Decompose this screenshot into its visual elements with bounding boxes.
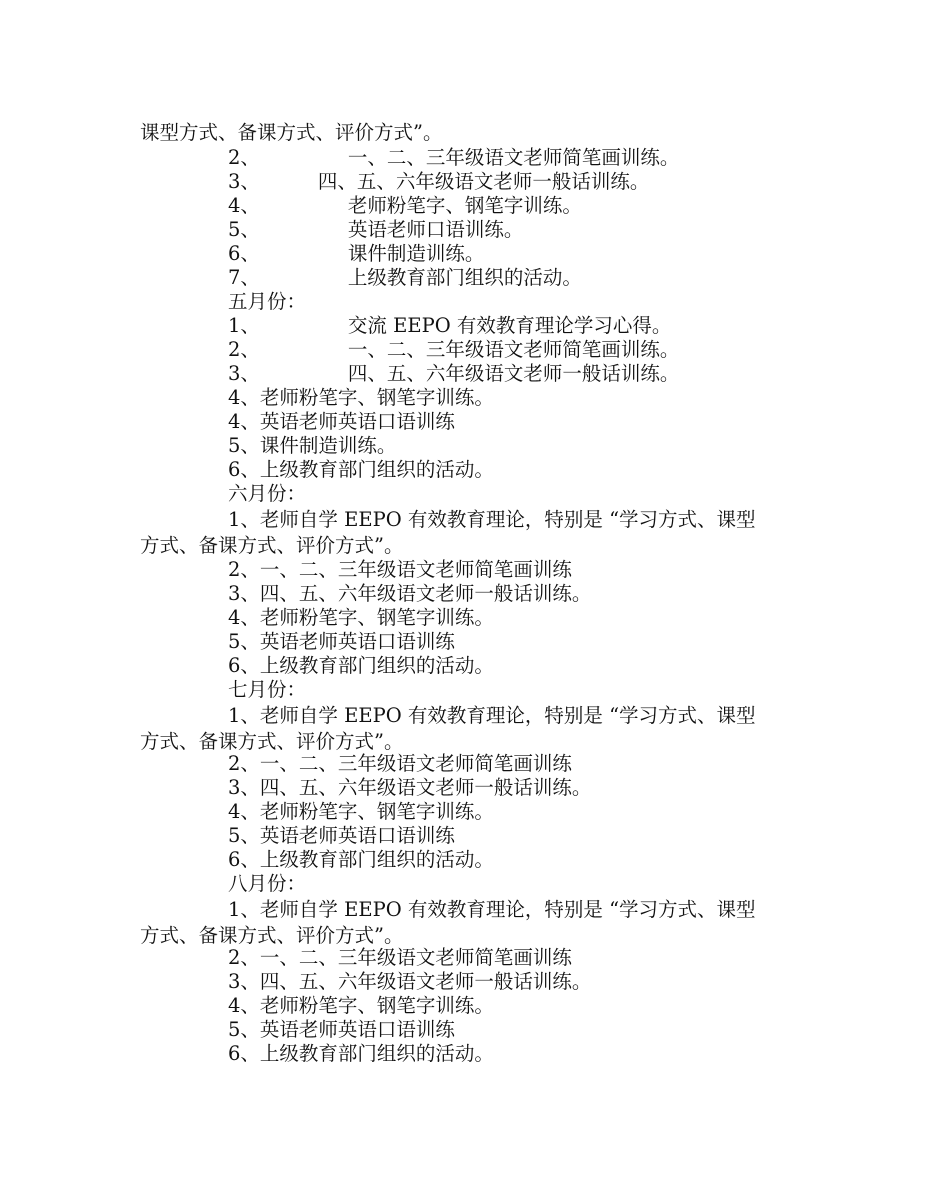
item-text: 一、二、三年级语文老师简笔画训练。 [347,338,680,361]
item-text: 老师粉笔字、钢笔字训练。 [347,194,582,217]
list-item [228,362,679,386]
list-item: 3、四、五、六年级语文老师一般话训练。 [228,582,592,605]
list-item [228,266,582,290]
text-line: 课型方式、备课方式、评价方式”。 [140,121,443,144]
list-item: 3、四、五、六年级语文老师一般话训练。 [228,970,592,993]
list-item: 4、老师粉笔字、钢笔字训练。 [228,800,494,823]
section-heading: 五月份： [228,290,307,313]
list-item: 6、上级教育部门组织的活动。 [228,1042,494,1065]
item-number: 3、 [228,362,260,385]
item-text: 一、二、三年级语文老师简笔画训练。 [347,146,680,169]
list-item: 5、英语老师英语口语训练 [228,1018,455,1041]
item-text: 上级教育部门组织的活动。 [347,266,582,289]
list-item: 5、英语老师英语口语训练 [228,824,455,847]
item-number: 3、 [228,170,260,193]
list-item: 3、四、五、六年级语文老师一般话训练。 [228,776,592,799]
list-item: 2、一、二、三年级语文老师简笔画训练 [228,946,572,969]
item-number: 6、 [228,242,260,265]
item-text: 四、五、六年级语文老师一般话训练。 [347,362,680,385]
list-item [228,338,679,362]
list-item: 6、上级教育部门组织的活动。 [228,654,494,677]
item-number: 4、 [228,194,260,217]
list-item: 4、老师粉笔字、钢笔字训练。 [228,994,494,1017]
text-line: 方式、备课方式、评价方式”。 [140,924,404,947]
item-text: 英语老师口语训练。 [347,218,524,241]
section-heading: 八月份： [228,872,307,895]
item-text: 四、五、六年级语文老师一般话训练。 [317,170,650,193]
list-item: 1、老师自学 EEPO 有效教育理论，特别是 “学习方式、课型 [228,704,756,727]
section-heading: 七月份： [228,678,307,701]
list-item: 4、英语老师英语口语训练 [228,410,455,433]
list-item [228,242,484,266]
list-item [228,194,582,218]
section-heading: 六月份： [228,482,307,505]
list-item: 2、一、二、三年级语文老师简笔画训练 [228,558,572,581]
list-item: 5、课件制造训练。 [228,434,397,457]
item-number: 2、 [228,338,260,361]
list-item: 5、英语老师英语口语训练 [228,630,455,653]
text-line: 方式、备课方式、评价方式”。 [140,730,404,753]
list-item [228,146,679,170]
list-item: 2、一、二、三年级语文老师简笔画训练 [228,752,572,775]
item-number: 5、 [228,218,260,241]
list-item: 1、老师自学 EEPO 有效教育理论，特别是 “学习方式、课型 [228,508,756,531]
text-line: 方式、备课方式、评价方式”。 [140,534,404,557]
item-number: 1、 [228,314,260,337]
list-item [228,170,649,194]
item-number: 2、 [228,146,260,169]
list-item: 4、老师粉笔字、钢笔字训练。 [228,386,494,409]
item-number: 7、 [228,266,260,289]
list-item: 1、老师自学 EEPO 有效教育理论，特别是 “学习方式、课型 [228,898,756,921]
list-item [228,314,671,338]
list-item: 6、上级教育部门组织的活动。 [228,848,494,871]
list-item: 4、老师粉笔字、钢笔字训练。 [228,606,494,629]
item-text: 课件制造训练。 [347,242,485,265]
item-text: 交流 EEPO 有效教育理论学习心得。 [347,314,672,337]
list-item [228,218,523,242]
list-item: 6、上级教育部门组织的活动。 [228,458,494,481]
